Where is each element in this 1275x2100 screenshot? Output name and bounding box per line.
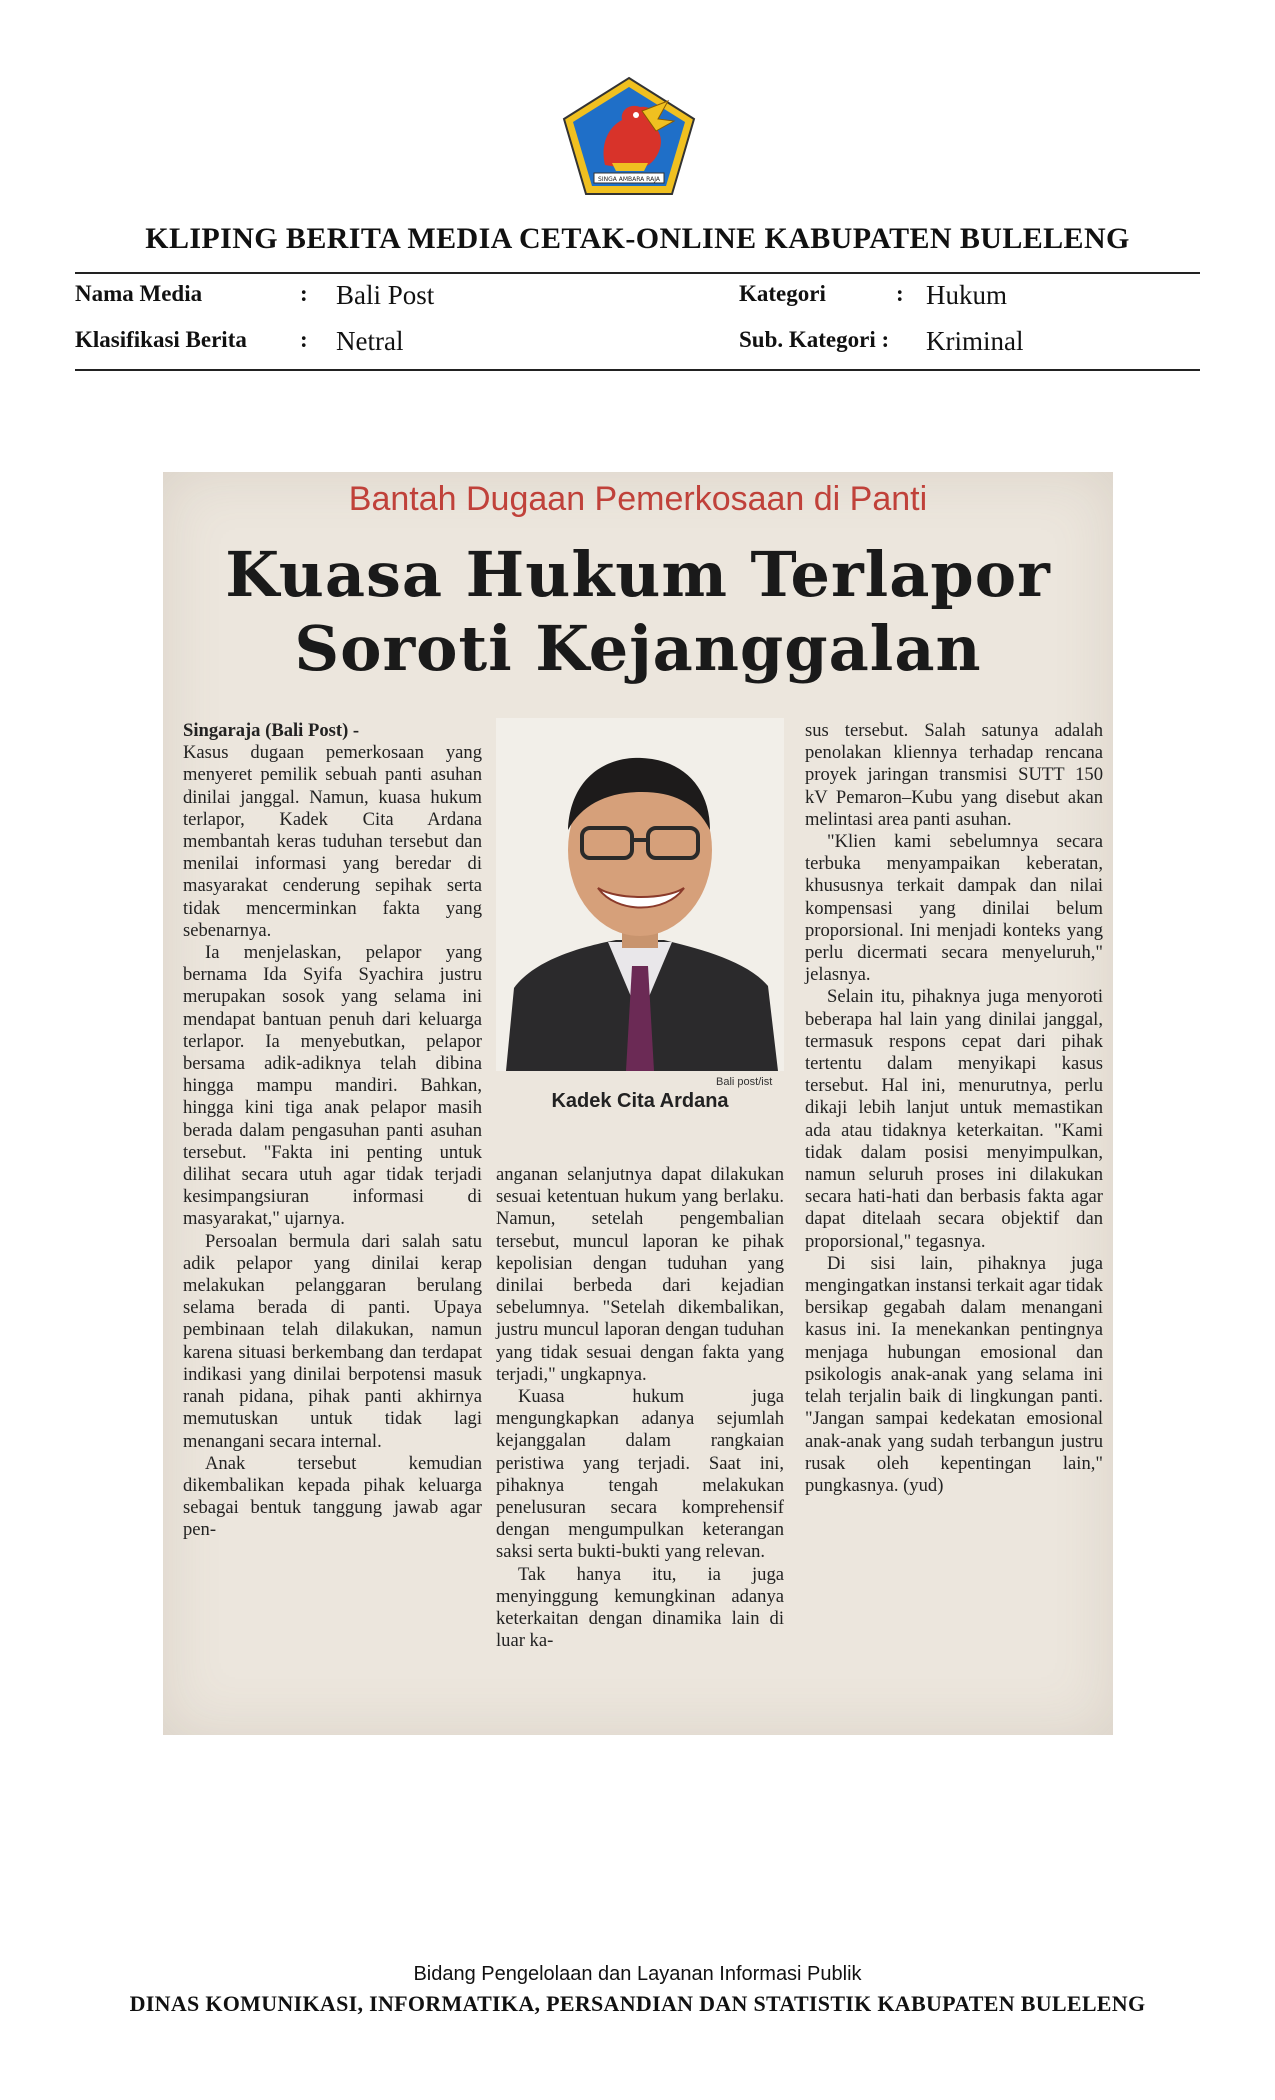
article-column-3 — [805, 720, 1103, 1497]
article-photo — [496, 718, 784, 1071]
subkategori-label — [739, 327, 889, 353]
article-paragraph: anganan selanjutnya dapat dilakukan sesuai ketentuan hukum yang berlaku. Namun, setelah pengembalian tersebut, muncul laporan ke pihak kepolisian dengan tuduhan yang dinilai berbeda dari kejadian sebelumnya. "Setelah dikembalikan, justru muncul laporan dengan tuduhan yang tidak sesuai dengan fakta yang terjadi," ungkapnya. — [496, 1164, 784, 1385]
regency-logo — [560, 75, 698, 197]
media-value: Bali Post — [336, 280, 435, 310]
article-paragraph: Persoalan bermula dari salah satu adik pelapor yang dinilai kerap melakukan pelanggaran berulang selama berada di panti. Upaya pembinaan telah dilakukan, namun karena situasi berkembang dan terdapat indikasi yang dinilai berpotensi masuk ranah pidana, pihak panti akhirnya memutuskan untuk tidak lagi menangani secara internal. — [183, 1230, 482, 1452]
article-column-1 — [183, 720, 482, 1542]
kategori-colon: : — [896, 281, 904, 306]
page-title: KLIPING BERITA MEDIA CETAK-ONLINE KABUPATEN BULELENG — [145, 222, 1130, 255]
article-paragraph: sus tersebut. Salah satunya adalah penolakan kliennya terhadap rencana proyek jaringan transmisi SUTT 150 kV Pemaron–Kubu yang disebut akan melintasi area panti asuhan. — [805, 720, 1103, 830]
klasifikasi-label: Klasifikasi Berita — [75, 327, 247, 352]
photo-credit: Bali post/ist — [716, 1076, 773, 1088]
subkategori-colon: : — [881, 327, 890, 352]
header-divider-bottom — [75, 369, 1200, 371]
subkategori-value: Kriminal — [926, 326, 1024, 356]
footer-division: Bidang Pengelolaan dan Layanan Informasi Publik — [413, 1963, 862, 1985]
footer-department: DINAS KOMUNIKASI, INFORMATIKA, PERSANDIAN DAN STATISTIK KABUPATEN BULELENG — [129, 1991, 1146, 2016]
article-dateline: Singaraja (Bali Post) - — [183, 720, 360, 741]
media-label: Nama Media — [75, 281, 203, 306]
article-paragraph: Tak hanya itu, ia juga menyinggung kemungkinan adanya keterkaitan dengan dinamika lain di luar ka- — [496, 1563, 784, 1652]
article-kicker: Bantah Dugaan Pemerkosaan di Panti — [348, 480, 928, 518]
header-divider-top — [75, 272, 1200, 274]
kategori-value: Hukum — [926, 280, 1007, 310]
headline-line-1: Kuasa Hukum Terlapor — [225, 538, 1051, 611]
article-paragraph: Anak tersebut kemudian dikembalikan kepada pihak keluarga sebagai bentuk tanggung jawab agar pen- — [183, 1452, 482, 1541]
klasifikasi-colon: : — [300, 327, 308, 352]
article-paragraph: Selain itu, pihaknya juga menyoroti beberapa hal lain yang dinilai janggal, termasuk respons cepat dari pihak tertentu dalam menyikapi kasus tersebut. Hal ini, menurutnya, perlu dikaji lebih lanjut untuk memastikan ada atau tidaknya keterkaitan. "Kami tidak dalam posisi menyimpulkan, namun seluruh proses ini dilakukan secara hati-hati dan berbasis fakta agar dapat ditelaah secara objektif dan proporsional," tegasnya. — [805, 986, 1103, 1252]
news-clipping — [163, 472, 1113, 1735]
article-paragraph: "Klien kami sebelumnya secara terbuka menyampaikan keberatan, khususnya terkait dampak dan nilai kompensasi yang dinilai belum proporsional. Ini menjadi konteks yang perlu dicermati secara menyeluruh," jelasnya. — [805, 831, 1103, 986]
article-paragraph: Kasus dugaan pemerkosaan yang menyeret pemilik sebuah panti asuhan dinilai janggal. Namun, kuasa hukum terlapor, Kadek Cita Ardana membantah keras tuduhan tersebut dan menilai informasi yang beredar di masyarakat cenderung sepihak serta tidak mencerminkan fakta yang sebenarnya. — [183, 742, 482, 941]
subkategori-label-text: Sub. Kategori — [739, 327, 876, 352]
headline-line-2: Soroti Kejanggalan — [294, 612, 982, 685]
article-paragraph: Kuasa hukum juga mengungkapkan adanya sejumlah kejanggalan dalam rangkaian peristiwa yang terjadi. Saat ini, pihaknya tengah melakukan penelusuran secara komprehensif dengan mengumpulkan keterangan saksi serta bukti-bukti yang relevan. — [496, 1386, 784, 1563]
svg-text:SINGA AMBARA RAJA: SINGA AMBARA RAJA — [598, 176, 660, 183]
regency-emblem-icon — [560, 75, 698, 197]
media-colon: : — [300, 281, 308, 306]
article-column-2 — [496, 1164, 784, 1652]
kategori-label: Kategori — [739, 281, 826, 306]
photo-caption: Kadek Cita Ardana — [551, 1090, 729, 1112]
portrait-image-icon — [496, 718, 784, 1071]
article-paragraph: Di sisi lain, pihaknya juga mengingatkan instansi terkait agar tidak bersikap gegabah dalam menangani kasus ini. Ia menekankan pentingnya menjaga hubungan emosional dan psikologis anak-anak yang selama ini telah terjalin baik di lingkungan panti. "Jangan sampai kedekatan emosional anak-anak yang sudah terbangun justru rusak oleh kepentingan lain," pungkasnya. (yud) — [805, 1252, 1103, 1496]
klasifikasi-value: Netral — [336, 326, 404, 356]
article-paragraph: Ia menjelaskan, pelapor yang bernama Ida Syifa Syachira justru merupakan sosok yang selama ini mendapat bantuan penuh dari keluarga terlapor. Ia menyebutkan, pelapor bersama adik-adiknya telah dibina hingga mampu mandiri. Bahkan, hingga kini tiga anak pelapor masih berada dalam pengasuhan panti asuhan tersebut. "Fakta ini penting untuk dilihat secara utuh agar tidak terjadi kesimpangsiuran informasi di masyarakat," ujarnya. — [183, 942, 482, 1230]
